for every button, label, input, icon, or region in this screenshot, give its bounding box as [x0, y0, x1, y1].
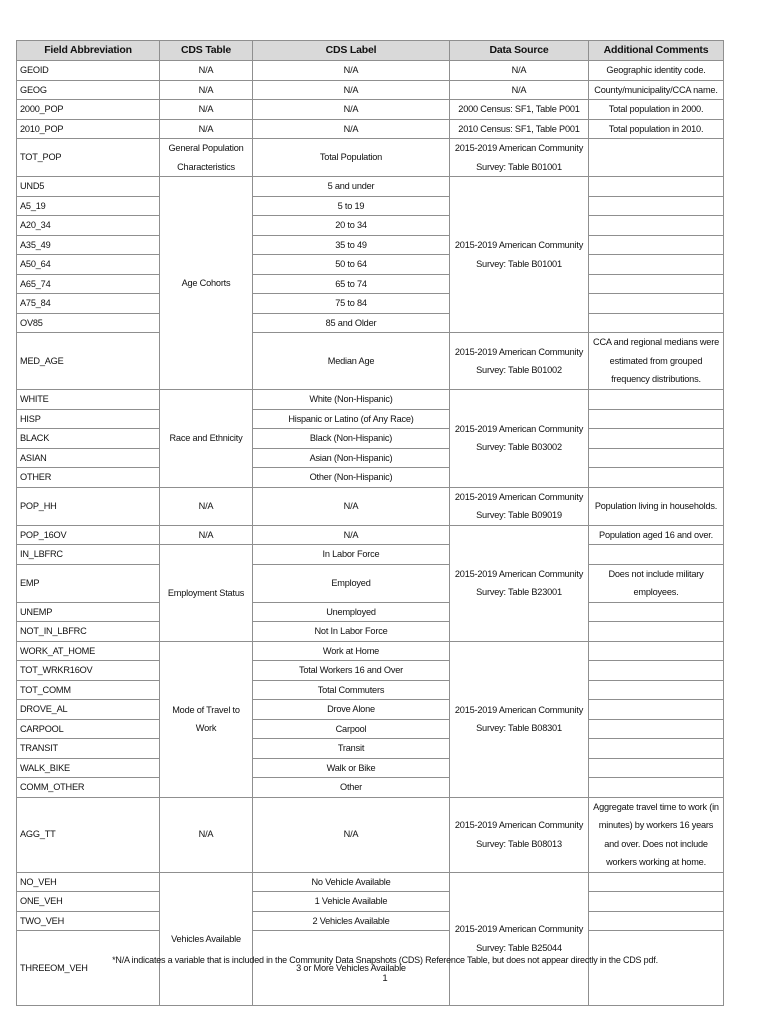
cds-label-cell: Employed [253, 564, 450, 602]
field-cell: WHITE [17, 390, 160, 410]
data-source-cell: 2010 Census: SF1, Table P001 [450, 119, 589, 139]
field-cell: COMM_OTHER [17, 778, 160, 798]
table-row [17, 661, 724, 681]
data-source-cell: 2015-2019 American Community Survey: Table B08013 [450, 797, 589, 872]
comment-cell [589, 390, 724, 410]
header-cds-label: CDS Label [253, 41, 450, 61]
table-row [17, 429, 724, 449]
comment-cell [589, 196, 724, 216]
table-row [17, 448, 724, 468]
cds-table-cell: N/A [160, 61, 253, 81]
field-cell: THREEOM_VEH [17, 931, 160, 1006]
table-row [17, 61, 724, 81]
comment-cell [589, 235, 724, 255]
group-age-cohorts: Age Cohorts [160, 177, 253, 390]
field-cell: TRANSIT [17, 739, 160, 759]
group-mode-of-travel: Mode of Travel to Work [160, 641, 253, 797]
cds-label-cell: Hispanic or Latino (of Any Race) [253, 409, 450, 429]
table-row [17, 911, 724, 931]
data-source-cell: N/A [450, 61, 589, 81]
comment-cell [589, 545, 724, 565]
comment-cell [589, 739, 724, 759]
table-row [17, 177, 724, 197]
table-row [17, 313, 724, 333]
cds-label-cell: N/A [253, 119, 450, 139]
table-row [17, 564, 724, 602]
field-cell: A75_84 [17, 294, 160, 314]
cds-label-cell: 35 to 49 [253, 235, 450, 255]
cds-label-cell: N/A [253, 80, 450, 100]
cds-label-cell: N/A [253, 487, 450, 525]
cds-label-cell: Carpool [253, 719, 450, 739]
field-cell: NO_VEH [17, 872, 160, 892]
cds-label-cell: Unemployed [253, 602, 450, 622]
comment-cell [589, 680, 724, 700]
field-cell: A35_49 [17, 235, 160, 255]
source-mode-of-travel: 2015-2019 American Community Survey: Table B08301 [450, 641, 589, 797]
cds-label-cell: Black (Non-Hispanic) [253, 429, 450, 449]
table-row [17, 468, 724, 488]
field-cell: EMP [17, 564, 160, 602]
cds-table-cell: General Population Characteristics [160, 139, 253, 177]
comment-cell [589, 429, 724, 449]
table-row [17, 892, 724, 912]
cds-label-cell: Total Commuters [253, 680, 450, 700]
table-row [17, 333, 724, 390]
table-row [17, 602, 724, 622]
page-number: 1 [382, 973, 388, 984]
cds-label-cell: N/A [253, 797, 450, 872]
field-cell: AGG_TT [17, 797, 160, 872]
source-race-ethnicity: 2015-2019 American Community Survey: Table B03002 [450, 390, 589, 488]
table-row [17, 294, 724, 314]
source-age-cohorts: 2015-2019 American Community Survey: Table B01001 [450, 177, 589, 333]
comment-cell [589, 931, 724, 1006]
table-row [17, 622, 724, 642]
field-cell: 2010_POP [17, 119, 160, 139]
cds-label-cell: Work at Home [253, 641, 450, 661]
table-row [17, 274, 724, 294]
cds-table-cell: N/A [160, 525, 253, 545]
cds-label-cell: 5 and under [253, 177, 450, 197]
comment-cell: Population aged 16 and over. [589, 525, 724, 545]
data-source-cell: 2015-2019 American Community Survey: Table B01001 [450, 139, 589, 177]
cds-label-cell: 75 to 84 [253, 294, 450, 314]
data-source-cell: 2015-2019 American Community Survey: Table B09019 [450, 487, 589, 525]
comment-cell: Does not include military employees. [589, 564, 724, 602]
comment-cell [589, 622, 724, 642]
cds-label-cell: White (Non-Hispanic) [253, 390, 450, 410]
table-row [17, 196, 724, 216]
field-cell: GEOG [17, 80, 160, 100]
field-cell: DROVE_AL [17, 700, 160, 720]
table-row [17, 139, 724, 177]
table-row [17, 409, 724, 429]
cds-label-cell: Not In Labor Force [253, 622, 450, 642]
data-source-cell: 2015-2019 American Community Survey: Table B01002 [450, 333, 589, 390]
field-cell: TOT_WRKR16OV [17, 661, 160, 681]
field-cell: MED_AGE [17, 333, 160, 390]
field-cell: TOT_COMM [17, 680, 160, 700]
comment-cell [589, 641, 724, 661]
field-cell: HISP [17, 409, 160, 429]
comment-cell [589, 719, 724, 739]
comment-cell [589, 274, 724, 294]
cds-table-cell: N/A [160, 80, 253, 100]
source-vehicles: 2015-2019 American Community Survey: Table B25044 [450, 872, 589, 1006]
comment-cell [589, 892, 724, 912]
comment-cell [589, 313, 724, 333]
table-row [17, 235, 724, 255]
table-row [17, 100, 724, 120]
comment-cell [589, 661, 724, 681]
field-cell: NOT_IN_LBFRC [17, 622, 160, 642]
table-row [17, 931, 724, 1006]
cds-table-cell: N/A [160, 119, 253, 139]
data-source-cell: N/A [450, 80, 589, 100]
comment-cell [589, 911, 724, 931]
cds-label-cell: 65 to 74 [253, 274, 450, 294]
comment-cell: Aggregate travel time to work (in minutes) by workers 16 years and over. Does not include workers working at home. [589, 797, 724, 872]
field-cell: POP_HH [17, 487, 160, 525]
cds-label-cell: 3 or More Vehicles Available [253, 931, 450, 1006]
group-employment-status: Employment Status [160, 545, 253, 642]
table-row [17, 872, 724, 892]
cds-label-cell: Walk or Bike [253, 758, 450, 778]
comment-cell: Geographic identity code. [589, 61, 724, 81]
comment-cell [589, 216, 724, 236]
field-cell: UND5 [17, 177, 160, 197]
cds-label-cell: Asian (Non-Hispanic) [253, 448, 450, 468]
cds-table-cell: N/A [160, 487, 253, 525]
comment-cell [589, 468, 724, 488]
comment-cell [589, 602, 724, 622]
header-field-abbreviation: Field Abbreviation [17, 41, 160, 61]
comment-cell [589, 139, 724, 177]
header-cds-table: CDS Table [160, 41, 253, 61]
table-row [17, 700, 724, 720]
cds-label-cell: Drove Alone [253, 700, 450, 720]
comment-cell [589, 409, 724, 429]
comment-cell: CCA and regional medians were estimated from grouped frequency distributions. [589, 333, 724, 390]
comment-cell: Total population in 2010. [589, 119, 724, 139]
cds-label-cell: Other (Non-Hispanic) [253, 468, 450, 488]
table-row [17, 545, 724, 565]
table-row [17, 680, 724, 700]
field-cell: BLACK [17, 429, 160, 449]
comment-cell [589, 758, 724, 778]
field-cell: UNEMP [17, 602, 160, 622]
field-cell: TOT_POP [17, 139, 160, 177]
cds-label-cell: 1 Vehicle Available [253, 892, 450, 912]
cds-table-cell: N/A [160, 797, 253, 872]
cds-label-cell: N/A [253, 61, 450, 81]
table-row [17, 119, 724, 139]
field-cell: GEOID [17, 61, 160, 81]
comment-cell [589, 778, 724, 798]
cds-label-cell: No Vehicle Available [253, 872, 450, 892]
table-row [17, 797, 724, 872]
cds-label-cell: 2 Vehicles Available [253, 911, 450, 931]
table-row [17, 487, 724, 525]
group-vehicles-available: Vehicles Available [160, 872, 253, 1006]
field-cell: TWO_VEH [17, 911, 160, 931]
field-cell: IN_LBFRC [17, 545, 160, 565]
table-row [17, 255, 724, 275]
table-row [17, 758, 724, 778]
table-row [17, 525, 724, 545]
field-cell: 2000_POP [17, 100, 160, 120]
comment-cell [589, 448, 724, 468]
field-cell: WALK_BIKE [17, 758, 160, 778]
table-row [17, 80, 724, 100]
data-source-cell: 2000 Census: SF1, Table P001 [450, 100, 589, 120]
header-additional-comments: Additional Comments [589, 41, 724, 61]
field-cell: ASIAN [17, 448, 160, 468]
footnote: *N/A indicates a variable that is included in the Community Data Snapshots (CDS) Reference Table, but does not appear directly in the CDS pdf. [112, 955, 658, 965]
cds-label-cell: N/A [253, 100, 450, 120]
reference-table [16, 40, 724, 1006]
cds-label-cell: N/A [253, 525, 450, 545]
field-cell: ONE_VEH [17, 892, 160, 912]
field-cell: CARPOOL [17, 719, 160, 739]
field-cell: A50_64 [17, 255, 160, 275]
cds-label-cell: Other [253, 778, 450, 798]
comment-cell [589, 177, 724, 197]
cds-label-cell: 50 to 64 [253, 255, 450, 275]
table-row [17, 778, 724, 798]
comment-cell [589, 294, 724, 314]
cds-label-cell: Total Population [253, 139, 450, 177]
cds-label-cell: In Labor Force [253, 545, 450, 565]
field-cell: WORK_AT_HOME [17, 641, 160, 661]
field-cell: OTHER [17, 468, 160, 488]
table-row [17, 719, 724, 739]
header-row [17, 41, 724, 61]
table-row [17, 739, 724, 759]
field-cell: A65_74 [17, 274, 160, 294]
comment-cell: County/municipality/CCA name. [589, 80, 724, 100]
cds-label-cell: Transit [253, 739, 450, 759]
field-cell: A5_19 [17, 196, 160, 216]
comment-cell [589, 872, 724, 892]
comment-cell [589, 255, 724, 275]
field-cell: OV85 [17, 313, 160, 333]
cds-table-cell: N/A [160, 100, 253, 120]
table-row [17, 390, 724, 410]
field-cell: POP_16OV [17, 525, 160, 545]
header-data-source: Data Source [450, 41, 589, 61]
comment-cell [589, 700, 724, 720]
field-cell: A20_34 [17, 216, 160, 236]
cds-label-cell: 85 and Older [253, 313, 450, 333]
table-row [17, 641, 724, 661]
group-race-ethnicity: Race and Ethnicity [160, 390, 253, 488]
comment-cell: Total population in 2000. [589, 100, 724, 120]
cds-label-cell: 5 to 19 [253, 196, 450, 216]
source-employment: 2015-2019 American Community Survey: Table B23001 [450, 525, 589, 641]
cds-label-cell: Median Age [253, 333, 450, 390]
cds-label-cell: Total Workers 16 and Over [253, 661, 450, 681]
cds-label-cell: 20 to 34 [253, 216, 450, 236]
table-row [17, 216, 724, 236]
comment-cell: Population living in households. [589, 487, 724, 525]
